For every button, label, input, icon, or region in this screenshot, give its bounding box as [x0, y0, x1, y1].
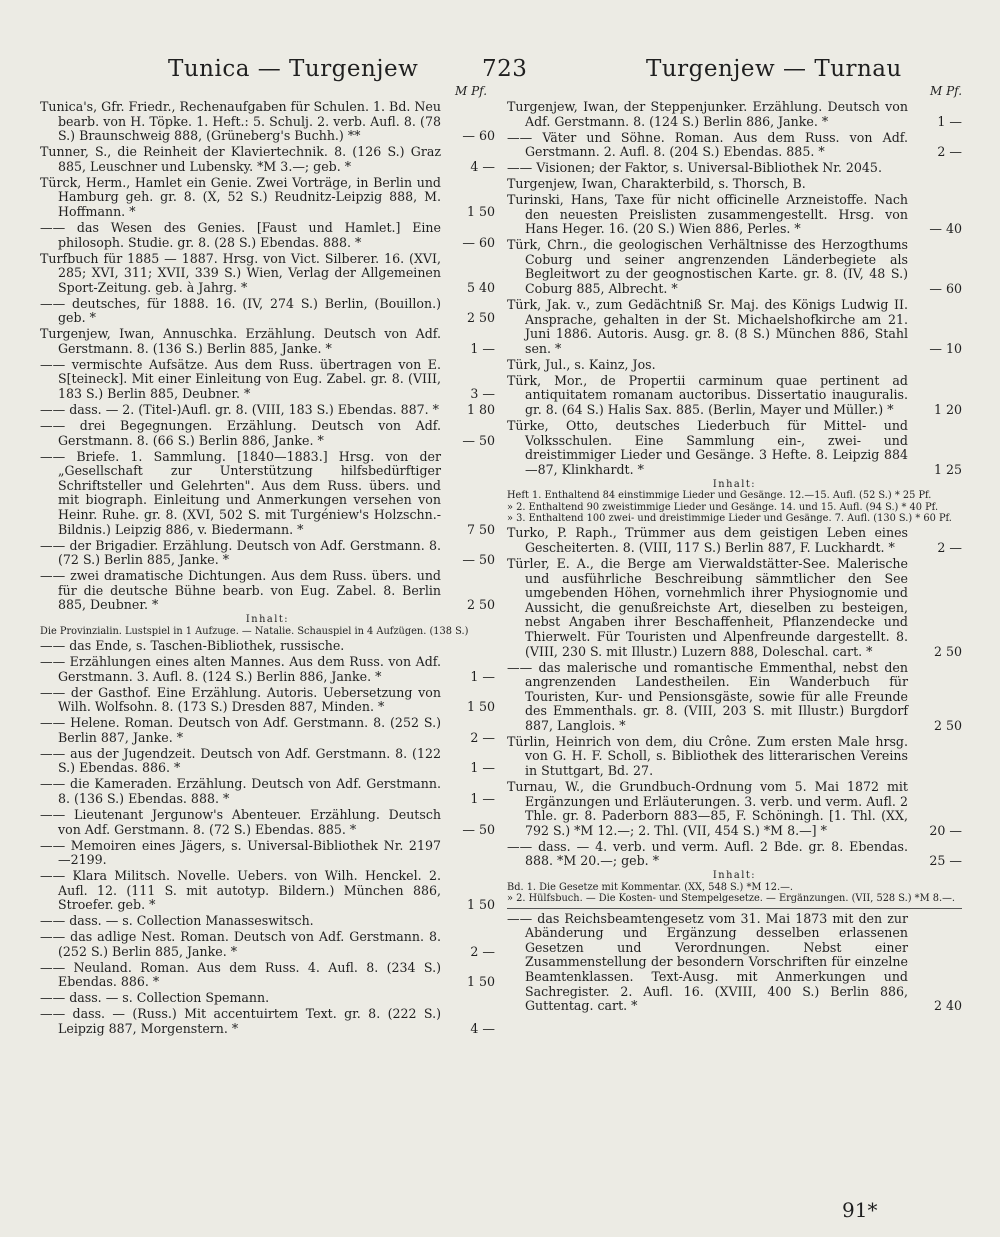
entry-price: 1 —: [470, 668, 495, 684]
entry-text: —— Visionen; der Faktor, s. Universal-Bibliothek Nr. 2045.: [507, 160, 882, 176]
entry-text: —— deutsches, für 1888. 16. (IV, 274 S.) Berlin, (Bouillon.) geb. *: [40, 295, 441, 326]
entry-price: 1 —: [470, 340, 495, 356]
entry-text: —— das Reichsbeamtengesetz vom 31. Mai 1873 mit den zur Abänderung und Ergänzung desselben erlassenen Gesetzen und Verordnungen. Nebst einer Zusammenstellung der besondern Vorschriften für einzelne Beamtenklassen. Text-Ausg. mit Anmerkungen und Sachregister. 2. Aufl. 16. (XVIII, 400 S.) Berlin 886, Guttentag. cart. *: [507, 910, 908, 1014]
entry-price: 1 50: [466, 203, 495, 219]
catalog-entry: [40, 569, 495, 613]
catalog-entry: [507, 177, 962, 192]
entry-text: Turinski, Hans, Taxe für nicht officinelle Arzneistoffe. Nach den neuesten Preislisten zusammengestellt. Hrsg. von Hans Heger. 16. (20 S.) Wien 886, Perles. *: [507, 192, 908, 237]
entry-text: —— Memoiren eines Jägers, s. Universal-Bibliothek Nr. 2197—2199.: [40, 837, 441, 868]
entry-price: 2 —: [470, 729, 495, 745]
catalog-entry: [40, 221, 495, 250]
running-head-left: Tunica — Turgenjew: [168, 56, 419, 82]
catalog-entry: [40, 145, 495, 174]
entry-text: —— aus der Jugendzeit. Deutsch von Adf. Gerstmann. 8. (122 S.) Ebendas. 886. *: [40, 745, 441, 776]
catalog-entry: [507, 298, 962, 356]
catalog-entry: [507, 526, 962, 555]
section-divider: [507, 908, 962, 909]
entry-price: 2 40: [933, 998, 962, 1014]
catalog-entry: [507, 374, 962, 418]
entry-price: — 50: [462, 821, 495, 837]
catalog-entry: [507, 238, 962, 296]
contents-note: [40, 614, 495, 637]
catalog-entry: [40, 991, 495, 1006]
entry-text: —— das malerische und romantische Emmenthal, nebst den angrenzenden Landestheilen. Ein Wanderbuch für Touristen, Kur- und Pensionsgäste, sowie für alle Freunde des Emmenthals. gr. 8. (VIII, 203 S. mit Illustr.) Burgdorf 887, Langlois. *: [507, 659, 908, 733]
catalog-entry: [40, 252, 495, 296]
page-number: 723: [482, 56, 528, 82]
entry-text: Türk, Jak. v., zum Gedächtniß Sr. Maj. des Königs Ludwig II. Ansprache, gehalten in der St. Michaelshofkirche am 21. Juni 1886. Autoris. Ausg. gr. 8. (8 S.) München 886, Stahl sen. *: [507, 297, 908, 356]
entry-text: —— dass. — 4. verb. und verm. Aufl. 2 Bde. gr. 8. Ebendas. 888. *M 20.—; geb. *: [507, 838, 908, 869]
catalog-entry: [507, 161, 962, 176]
entry-text: Türke, Otto, deutsches Liederbuch für Mittel- und Volksschulen. Eine Sammlung ein-, zwei- und dreistimmiger Lieder und Gesänge. 3 Hefte. 8. Leipzig 884—87, Klinkhardt. *: [507, 417, 908, 477]
entry-price: 2 50: [933, 643, 962, 659]
catalog-entry: [507, 358, 962, 373]
entry-text: Tunner, S., die Reinheit der Klaviertechnik. 8. (126 S.) Graz 885, Leuschner und Lubensky. *M 3.—; geb. *: [40, 144, 441, 174]
entry-price: 25 —: [929, 853, 962, 869]
entry-text: —— dass. — (Russ.) Mit accentuirtem Text. gr. 8. (222 S.) Leipzig 887, Morgenstern. *: [40, 1006, 441, 1036]
entry-price: — 40: [929, 221, 962, 237]
right-column: [507, 100, 962, 1015]
catalog-entry: [507, 100, 962, 129]
contents-item: » 2. Hülfsbuch. — Die Kosten- und Stempelgesetze. — Ergänzungen. (VII, 528 S.) *M 8.—.: [507, 893, 955, 905]
catalog-entry: [40, 777, 495, 806]
entry-text: Türlin, Heinrich von dem, diu Crône. Zum ersten Male hrsg. von G. H. F. Scholl, s. Bibliothek des litterarischen Vereins in Stuttgart, Bd. 27.: [507, 733, 908, 779]
catalog-entry: [40, 450, 495, 538]
contents-heading: Inhalt:: [712, 870, 757, 882]
contents-item: Heft 1. Enthaltend 84 einstimmige Lieder und Gesänge. 12.—15. Aufl. (52 S.) * 25 Pf.: [507, 490, 932, 502]
catalog-entry: [40, 539, 495, 568]
entry-price: 1 50: [466, 699, 495, 715]
price-column-header-left: M Pf.: [455, 84, 488, 98]
entry-price: 3 —: [470, 386, 495, 402]
catalog-entry: [40, 808, 495, 837]
entry-price: 1 50: [466, 897, 495, 913]
contents-note: [507, 870, 962, 904]
catalog-entry: [40, 358, 495, 402]
entry-price: — 10: [929, 340, 962, 356]
entry-price: — 50: [462, 552, 495, 568]
catalog-entry: [40, 1007, 495, 1036]
entry-text: —— drei Begegnungen. Erzählung. Deutsch von Adf. Gerstmann. 8. (66 S.) Berlin 886, Janke. *: [40, 417, 441, 448]
contents-item: » 2. Enthaltend 90 zweistimmige Lieder und Gesänge. 14. und 15. Aufl. (94 S.) * 40 Pf.: [507, 501, 939, 513]
catalog-entry: [40, 839, 495, 868]
catalog-entry: [507, 419, 962, 477]
catalog-entry: [40, 419, 495, 448]
catalog-entry: [40, 914, 495, 929]
entry-price: — 50: [462, 432, 495, 448]
entry-text: —— Helene. Roman. Deutsch von Adf. Gerstmann. 8. (252 S.) Berlin 887, Janke. *: [40, 715, 441, 745]
catalog-entry: [40, 403, 495, 418]
contents-item: Die Provinzialin. Lustspiel in 1 Aufzuge. — Natalie. Schauspiel in 4 Aufzügen. (138 S.): [40, 625, 469, 637]
entry-text: —— dass. — 2. (Titel-)Aufl. gr. 8. (VIII, 183 S.) Ebendas. 887. *: [40, 402, 439, 417]
entry-text: Turgenjew, Iwan, Annuschka. Erzählung. Deutsch von Adf. Gerstmann. 8. (136 S.) Berlin 885, Janke. *: [40, 326, 441, 356]
entry-price: 5 40: [466, 279, 495, 295]
entry-price: 4 —: [470, 158, 495, 174]
catalog-entry: [40, 297, 495, 326]
catalog-entry: [40, 930, 495, 959]
catalog-entry: [507, 557, 962, 659]
entry-text: —— Briefe. 1. Sammlung. [1840—1883.] Hrsg. von der „Gesellschaft zur Unterstützung hilfsbedürftiger Schriftsteller und Gelehrten". Aus dem Russ. übers. und mit biograph. Einleitung und Anmerkungen versehen von Heinr. Ruhe. gr. 8. (XVI, 502 S. mit Turgéniew's Holzschn.-Bildnis.) Leipzig 886, v. Biedermann. *: [40, 448, 441, 537]
entry-price: 1 —: [937, 113, 962, 129]
entry-price: — 60: [462, 234, 495, 250]
entry-text: —— Erzählungen eines alten Mannes. Aus dem Russ. von Adf. Gerstmann. 3. Aufl. 8. (124 S.) Berlin 886, Janke. *: [40, 654, 441, 684]
entry-text: —— Neuland. Roman. Aus dem Russ. 4. Aufl. 8. (234 S.) Ebendas. 886. *: [40, 959, 441, 990]
entry-text: Türk, Mor., de Propertii carminum quae pertinent ad antiquitatem romanam auctoribus. Dissertatio inauguralis. gr. 8. (64 S.) Halis Sax. 885. (Berlin, Mayer und Müller.) *: [507, 372, 908, 417]
signature-mark: 91*: [842, 1198, 878, 1222]
catalog-entry: [40, 100, 495, 144]
contents-item: Bd. 1. Die Gesetze mit Kommentar. (XX, 548 S.) *M 12.—.: [507, 881, 794, 893]
entry-text: —— das Wesen des Genies. [Faust und Hamlet.] Eine philosoph. Studie. gr. 8. (28 S.) Ebendas. 888. *: [40, 219, 441, 250]
entry-price: 2 —: [937, 539, 962, 555]
entry-text: —— vermischte Aufsätze. Aus dem Russ. übertragen von E. S[teineck]. Mit einer Einleitung von Eug. Zabel. gr. 8. (VIII, 183 S.) Berlin 885, Deubner. *: [40, 356, 441, 402]
entry-text: —— die Kameraden. Erzählung. Deutsch von Adf. Gerstmann. 8. (136 S.) Ebendas. 888. *: [40, 776, 441, 806]
entry-price: 1 —: [470, 760, 495, 776]
entry-text: Türk, Chrn., die geologischen Verhältnisse des Herzogthums Coburg und seiner angrenzenden Länderbegiete als Begleitwort zu der geognostischen Karte. gr. 8. (IV, 48 S.) Coburg 885, Albrecht. *: [507, 237, 908, 297]
entry-price: 1 20: [933, 402, 962, 417]
entry-text: Türck, Herm., Hamlet ein Genie. Zwei Vorträge, in Berlin und Hamburg geh. gr. 8. (X, 52 S.) Reudnitz-Leipzig 888, M. Hoffmann. *: [40, 174, 441, 219]
entry-text: —— Väter und Söhne. Roman. Aus dem Russ. von Adf. Gerstmann. 2. Aufl. 8. (204 S.) Ebendas. 885. *: [507, 129, 908, 160]
entry-text: —— Lieutenant Jergunow's Abenteuer. Erzählung. Deutsch von Adf. Gerstmann. 8. (72 S.) Ebendas. 885. *: [40, 806, 441, 837]
entry-text: —— das adlige Nest. Roman. Deutsch von Adf. Gerstmann. 8. (252 S.) Berlin 885, Janke. *: [40, 929, 441, 959]
entry-price: 4 —: [470, 1021, 495, 1036]
entry-text: —— das Ende, s. Taschen-Bibliothek, russische.: [40, 638, 345, 654]
catalog-entry: [40, 176, 495, 220]
entry-price: 2 50: [466, 597, 495, 613]
entry-text: Turnau, W., die Grundbuch-Ordnung vom 5. Mai 1872 mit Ergänzungen und Erläuterungen. 3. verb. und verm. Aufl. 2 Thle. gr. 8. Paderborn 883—85, F. Schöningh. [1. Thl. (XX, 792 S.) *M 12.—; 2. Thl. (VII, 454 S.) *M 8.—] *: [507, 779, 908, 838]
catalog-entry: [507, 735, 962, 779]
entry-text: Turfbuch für 1885 — 1887. Hrsg. von Vict. Silberer. 16. (XVI, 285; XVI, 311; XVII, 339 S.) Wien, Verlag der Allgemeinen Sport-Zeitung. geb. à Jahrg. *: [40, 250, 441, 295]
entry-text: —— der Gasthof. Eine Erzählung. Autoris. Uebersetzung von Wilh. Wolfsohn. 8. (173 S.) Dresden 887, Minden. *: [40, 684, 441, 715]
entry-text: —— dass. — s. Collection Spemann.: [40, 990, 270, 1006]
catalog-entry: [507, 780, 962, 838]
entry-text: —— zwei dramatische Dichtungen. Aus dem Russ. übers. und für die deutsche Bühne bearb. von Eug. Zabel. 8. Berlin 885, Deubner. *: [40, 568, 441, 613]
catalog-entry: [40, 961, 495, 990]
entry-price: 1 —: [470, 790, 495, 806]
entry-price: 1 80: [466, 402, 495, 417]
entry-price: 2 —: [470, 943, 495, 959]
catalog-entry: [507, 840, 962, 869]
catalog-entry: [40, 327, 495, 356]
contents-heading: Inhalt:: [245, 614, 290, 626]
catalog-entry: [507, 661, 962, 734]
entry-text: Turgenjew, Iwan, Charakterbild, s. Thorsch, B.: [507, 176, 806, 192]
left-column: [40, 100, 495, 1038]
entry-text: Turko, P. Raph., Trümmer aus dem geistigen Leben eines Gescheiterten. 8. (VIII, 117 S.) Berlin 887, F. Luckhardt. *: [507, 525, 908, 555]
catalog-entry: [40, 686, 495, 715]
running-head-right: Turgenjew — Turnau: [646, 56, 902, 82]
entry-price: 1 25: [933, 461, 962, 477]
entry-text: —— der Brigadier. Erzählung. Deutsch von Adf. Gerstmann. 8. (72 S.) Berlin 885, Janke. *: [40, 537, 441, 568]
contents-item: » 3. Enthaltend 100 zwei- und dreistimmige Lieder und Gesänge. 7. Aufl. (130 S.) * 60 Pf.: [507, 512, 952, 524]
entry-price: 20 —: [929, 822, 962, 838]
catalog-entry: [40, 747, 495, 776]
entry-price: 2 —: [937, 144, 962, 160]
catalog-entry: [40, 716, 495, 745]
contents-note: [507, 479, 962, 525]
entry-text: Türler, E. A., die Berge am Vierwaldstätter-See. Malerische und ausführliche Beschreibung sämmtlicher den See umgebenden Höhen, vornehmlich ihrer Physiognomie und Aussicht, die genußreichste Art, dieselben zu besteigen, nebst Angaben ihrer Beschaffenheit, Pflanzendecke und Thierwelt. Für Touristen und Alpenfreunde dargestellt. 8. (VIII, 230 S. mit Illustr.) Luzern 888, Doleschal. cart. *: [507, 555, 908, 659]
entry-price: 2 50: [466, 310, 495, 326]
entry-price: — 60: [462, 128, 495, 144]
catalog-entry: [40, 639, 495, 654]
entry-text: Turgenjew, Iwan, der Steppenjunker. Erzählung. Deutsch von Adf. Gerstmann. 8. (124 S.) Berlin 886, Janke. *: [507, 99, 908, 129]
entry-price: 7 50: [466, 521, 495, 537]
price-column-header-right: M Pf.: [930, 84, 963, 98]
catalog-entry: [507, 131, 962, 160]
entry-text: Türk, Jul., s. Kainz, Jos.: [507, 356, 656, 372]
catalog-entry: [507, 193, 962, 237]
catalog-entry: [507, 912, 962, 1014]
catalog-entry: [40, 655, 495, 684]
entry-price: 2 50: [933, 717, 962, 733]
contents-heading: Inhalt:: [712, 478, 757, 490]
entry-text: —— Klara Militsch. Novelle. Uebers. von Wilh. Henckel. 2. Aufl. 12. (111 S. mit autotyp. Bildern.) München 886, Stroefer. geb. *: [40, 868, 441, 913]
entry-price: — 60: [929, 281, 962, 297]
entry-text: Tunica's, Gfr. Friedr., Rechenaufgaben für Schulen. 1. Bd. Neu bearb. von H. Töpke. 1. Heft.: 5. Schulj. 2. verb. Aufl. 8. (78 S.) Braunschweig 888, (Grüneberg's Buchh.) **: [40, 99, 441, 144]
catalog-entry: [40, 869, 495, 913]
entry-text: —— dass. — s. Collection Manasseswitsch.: [40, 913, 314, 929]
entry-price: 1 50: [466, 974, 495, 990]
